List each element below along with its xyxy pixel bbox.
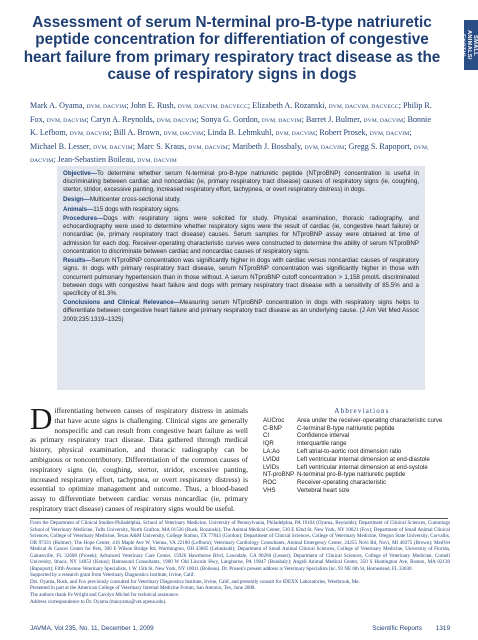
journal-info: JAVMA, Vol 235, No. 11, December 1, 2009 (30, 625, 154, 632)
citation: (J Am Vet Med Assoc 2009;235:1319–1325) (63, 307, 419, 323)
page-number: 1319 (435, 625, 450, 632)
abbreviation-definition: Left ventricular internal dimension at end-systole (297, 463, 428, 471)
abbreviation-row (263, 432, 461, 440)
footnotes (30, 520, 450, 605)
abbreviation-row (263, 464, 461, 472)
author-name: Barret J. Bulmer (305, 114, 360, 124)
abbreviation-key: NT-proBNP (263, 471, 295, 479)
drop-cap: D (30, 401, 53, 436)
abbreviation-definition: C-terminal B-type natriuretic peptide (297, 424, 395, 432)
page-footer (30, 625, 450, 635)
abbreviation-definition: Vertebral heart size (297, 486, 350, 494)
author-name: Maribeth J. Bossbaly (232, 141, 301, 151)
footnote-line: The authors thank Fe Wright and Carolyn Michel for technical assistance. (30, 592, 179, 599)
author-degree: DVM, DACVIM (163, 131, 204, 138)
author-degree: DVM, DACVIM (304, 144, 345, 151)
abbreviation-key: CI (263, 432, 270, 440)
author-name: Jean-Sebastien Boileau (57, 155, 134, 165)
abstract-design: Design—Multicenter cross-sectional study. (63, 195, 181, 203)
abbreviation-row (263, 425, 461, 433)
abstract-objective: Objective—To determine whether serum N-terminal pro-B-type natriuretic peptide (NTproBNP) concentration is useful in discriminating between cardiac and noncardiac (ie, primary respiratory tract disease) causes of respiratory signs (ie, coughing, stertor, stridor, excessive panting, increased respiratory effort, tachypnea, or overt respiratory distress) in dogs. (63, 170, 419, 194)
abbreviation-definition: Left atrial-to-aortic root dimension ratio (297, 447, 402, 455)
author-degree: DVM, DACVIM (156, 117, 197, 124)
author-name: Elizabeth A. Rozanski (252, 101, 325, 110)
footnote-line: Drs. Oyama, Rush, and Fox previously consulted for Veterinary Diagnostics Institute, Irvine, Calif, and presently consult for IDEXX Laboratories, Westbrook, Me. (30, 578, 360, 585)
footnote-line: Presented in part at the American College of Veterinary Internal Medicine Forum, San Antonio, Tex, June 2008. (30, 585, 256, 592)
author-degree: DVM, DACVIM (275, 131, 316, 138)
abbreviation-key: VHS (263, 486, 276, 494)
article-title: Assessment of serum N-terminal pro-B-type natriuretic peptide concentration for differentiation of congestive heart failure from primary respiratory tract disease as the cause of respiratory signs in dogs (23, 14, 441, 84)
introduction-text: Differentiating between causes of respiratory distress in animals that have acute signs is challenging. Clinical signs are generally nonspecific and can result from congestive heart failure as well as primary respiratory tract disease. Data gathered through medical history, physical examination, and thoracic radiography can be ambiguous or noncontributory. Differentiation of the common causes of respiratory signs (ie, coughing, stertor, stridor, excessive panting, increased respiratory effort, tachypnea, or overt respiratory distress) is essential to optimize management and outcome. Thus, a blood-based assay to differentiate between cardiac versus noncardiac (ie, primary respiratory tract disease) causes of respiratory signs would be useful. (30, 401, 248, 513)
abbreviations-box (263, 408, 461, 495)
abbreviation-key: LA:Ao (263, 447, 280, 455)
abbreviation-definition: Area under the receiver-operating characteristic curve (297, 416, 443, 424)
footnote-line: Supported by a research grant from Veterinary Diagnostics Institute, Irvine, Calif. (30, 572, 195, 579)
author-degree: DVM, DACVIM (188, 144, 228, 151)
abbreviation-row (263, 479, 461, 487)
abstract-procedures: Procedures—Dogs with respiratory signs were solicited for study. Physical examination, thoracic radiography, and echocardiography were used to determine whether respiratory signs were the result of cardiac (ie, congestive heart failure) or noncardiac (ie, primary respiratory tract disease) causes. Serum samples for NTproBNP assay were obtained at time of admission for each dog. Receiver-operating characteristic curves were constructed to determine the ability of serum NTproBNP concentration to discriminate between cardiac and noncardiac causes of respiratory signs. (63, 215, 419, 255)
author-name: Philip R. Fox (30, 101, 432, 124)
abbreviation-row (263, 456, 461, 464)
author-degree: DVM, DACVIM (137, 158, 177, 165)
abbreviation-row (263, 440, 461, 448)
abbreviation-definition: Left ventricular internal dimension at end-diastole (297, 455, 430, 463)
abstract-conclusions: Conclusions and Clinical Relevance—Measuring serum NTproBNP concentration in dogs with respiratory signs helps to differentiate between congestive heart failure and primary respiratory tract disease as an underlying cause. (J Am Vet Med Assoc 2009;235:1319–1325) (63, 299, 419, 323)
author-name: Robert Prosek (319, 128, 366, 138)
abbreviation-key: C-BNP (263, 424, 282, 432)
section-name: Scientific Reports (372, 625, 422, 632)
author-name: Linda B. Lehmkuhl (207, 128, 272, 138)
abstract-animals: Animals—115 dogs with respiratory signs. (63, 205, 180, 213)
author-name: Sonya G. Gordon (200, 114, 258, 124)
author-name: Bonnie K. Lefbom (30, 114, 431, 138)
author-degree: DVM, DACVIM (46, 117, 87, 124)
abbreviation-definition: Confidence interval (297, 432, 350, 440)
abbreviation-definition: Interquartile range (297, 440, 347, 448)
abbreviation-row (263, 471, 461, 479)
abbreviations-title: Abbreviations (334, 407, 390, 415)
author-degree: DVM, DACVIM, DACVECC (328, 104, 399, 110)
author-name: Bill A. Brown (113, 128, 160, 138)
abbreviation-key: ROC (263, 479, 277, 487)
author-name: Caryn A. Reynolds (90, 114, 153, 124)
author-name: Gregg S. Rapoport (348, 141, 410, 151)
abbreviation-definition: N-terminal pro-B-type natriuretic peptide (297, 471, 406, 479)
author-degree: DVM, DACVIM (363, 117, 404, 124)
abbreviation-key: AUCroc (263, 416, 285, 424)
footnote-divider (30, 518, 448, 519)
abbreviation-key: LVIDs (263, 463, 280, 471)
abbreviation-key: IQR (263, 440, 274, 448)
section-tab: SMALL ANIMALS/ EXOTIC (464, 20, 478, 70)
author-degree: DVM, DACVIM (30, 144, 429, 165)
author-degree: DVM, DACVIM (93, 144, 133, 151)
author-degree: DVM, DACVIM (69, 131, 110, 138)
author-name: Mark A. Oyama (30, 101, 83, 110)
abbreviation-row (263, 448, 461, 456)
abstract-box (57, 166, 425, 390)
author-degree: DVM, DACVIM (369, 131, 410, 138)
abstract-results: Results—Serum NTproBNP concentration was significantly higher in dogs with cardiac versus noncardiac causes of respiratory signs. In dogs with primary respiratory tract disease, serum NTproBNP concentration was significantly higher in those with concurrent pulmonary hypertension than in those without. A serum NTproBNP cutoff concentration > 1,158 pmol/L discriminated between dogs with congestive heart failure and dogs with primary respiratory tract disease with a sensitivity of 85.5% and a specificity of 81.3%. (63, 257, 419, 297)
author-degree: DVM, DACVIM, DACVECC (177, 104, 248, 110)
abbreviation-row (263, 487, 461, 495)
author-name: Marc S. Kraus (137, 141, 185, 151)
footnote-line: From the Department of Clinical Studies-Philadelphia, School of Veterinary Medicine, University of Pennsylvania, Philadelphia, PA 19104 (Oyama, Reynolds); Department of Clinical Sciences, Cummings School of Veterinary Medicine, Tufts University, North Grafton, MA 01536 (Rush, Rozanski); The Animal Medical Center, 510 E 62nd St, New York, NY 10021 (Fox); Department of Small Animal Clinical Sciences, College of Veterinary Medicine, Texas A&M University, College Station, TX 77843 (Gordon); Department of Clinical Sciences, College of Veterinary Medicine, Oregon State University, Corvallis, OR 97331 (Bulmer); The Hope Center, 416 Maple Ave W, Vienna, VA 22180 (Lefbom); Veterinary Cardiology Consultants, Animal Emergency Center, 24255 Novi Rd, Novi, MI 48375 (Brown); MedVet Medical & Cancer Center for Pets, 300 E Wilson Bridge Rd, Worthington, OH 43085 (Lehmkuhl); Department of Small Animal Clinical Sciences, College of Veterinary Medicine, University of Florida, Gainesville, FL 32608 (Prosek); Advanced Veterinary Care Center, 15926 Hawthorne Blvd, Lawndale, CA 90260 (Lesser); Department of Clinical Sciences, College of Veterinary Medicine, Cornell University, Ithaca, NY 14853 (Kraus); Hamsound Consultants, 1900 W Old Lincoln Hwy, Langhorne, PA 19047 (Bossbaly); Angell Animal Medical Center, 350 S Huntington Ave, Boston, MA 02130 (Rapoport); Fifth Avenue Veterinary Specialists, 1 W 15th St, New York, NY 10011 (Boileau). Dr. Prosek's present address is Veterinary Specialists Inc, 93 NE 6th St, Homestead, FL 33030. (30, 520, 450, 572)
author-degree: DVM, DACVIM (86, 104, 127, 110)
author-degree: DVM, DACVIM (261, 117, 302, 124)
abbreviation-row (263, 417, 461, 425)
abbreviation-definition: Receiver-operating characteristic (297, 479, 387, 487)
author-list: Mark A. Oyama, DVM, DACVIM; John E. Rush, DVM, DACVIM, DACVECC; Elizabeth A. Rozanski, DVM, DACVIM, DACVECC; Philip R. Fox, DVM, DACVIM; Caryn A. Reynolds, DVM, DACVIM; Sonya G. Gordon, DVM, DACVIM; Barret J. Bulmer, DVM, DACVIM; Bonnie K. Lefbom, DVM, DACVIM; Bill A. Brown, DVM, DACVIM; Linda B. Lehmkuhl, DVM, DACVIM; Robert Prosek, DVM, DACVIM; Michael B. Lesser, DVM, DACVIM; Marc S. Kraus, DVM, DACVIM; Maribeth J. Bossbaly, DVM, DACVIM; Gregg S. Rapoport, DVM, DACVIM; Jean-Sebastien Boileau, DVM, DACVIM (30, 101, 432, 165)
abbreviation-key: LVIDd (263, 455, 280, 463)
author-name: Michael B. Lesser (30, 141, 90, 151)
author-name: John E. Rush (130, 101, 174, 110)
footnote-line: Address correspondence to Dr. Oyama (maoyama@vet.upenn.edu). (30, 598, 167, 605)
